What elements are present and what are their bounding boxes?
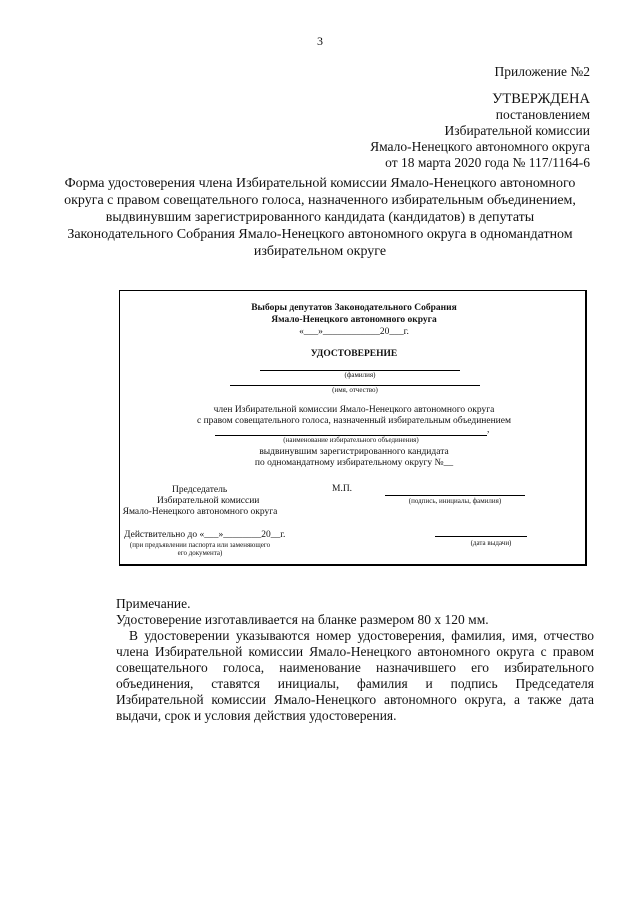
signature-line bbox=[385, 495, 525, 496]
approval-line: постановлением bbox=[495, 107, 590, 122]
approval-line: от 18 марта 2020 года № 117/1164-6 bbox=[385, 155, 590, 170]
nominated-line1: выдвинувшим зарегистрированного кандидата bbox=[259, 447, 449, 457]
valid-until: Действительно до «___»________20__г. bbox=[124, 530, 286, 540]
nominated-line2: по одномандатному избирательному округу №__ bbox=[254, 458, 454, 468]
hint-passport: (при предъявлении паспорта или заменяющего bbox=[129, 541, 271, 549]
card-header-line2: Ямало-Ненецкого автономного округа bbox=[271, 315, 437, 325]
hint-surname: (фамилия) bbox=[344, 371, 376, 379]
chair-line3: Ямало-Ненецкого автономного округа bbox=[122, 507, 278, 517]
association-comma: , bbox=[487, 425, 490, 435]
approval-title: УТВЕРЖДЕНА bbox=[492, 91, 590, 107]
hint-signature: (подпись, инициалы, фамилия) bbox=[408, 497, 502, 505]
appendix-label: Приложение №2 bbox=[494, 64, 590, 79]
note-paragraph: Удостоверение изготавливается на бланке размером 80 х 120 мм. bbox=[116, 612, 489, 627]
hint-name: (имя, отчество) bbox=[332, 386, 378, 394]
certificate-form bbox=[119, 290, 587, 566]
chair-line2: Избирательной комиссии bbox=[157, 496, 260, 506]
member-line1: член Избирательной комиссии Ямало-Ненецкого автономного округа bbox=[213, 405, 495, 415]
approval-line: Ямало-Ненецкого автономного округа bbox=[370, 139, 590, 154]
hint-passport: его документа) bbox=[177, 549, 223, 557]
hint-association: (наименование избирательного объединения) bbox=[283, 436, 419, 444]
stamp-label: М.П. bbox=[332, 484, 353, 494]
approval-block bbox=[370, 91, 590, 171]
approval-line: Избирательной комиссии bbox=[444, 123, 590, 138]
chair-line1: Председатель bbox=[172, 485, 228, 495]
issue-date-line bbox=[435, 536, 527, 537]
note-heading: Примечание. bbox=[116, 596, 191, 611]
note-paragraph: В удостоверении указываются номер удостоверения, фамилия, имя, отчество члена Избирательной комиссии Ямало-Ненецкого автономного округа с правом совещательного голоса, наименование назначившего его избирательного объединения, ставятся инициалы, фамилия и подпись Председателя Избирательной комиссии Ямало-Ненецкого автономного округа, а также дата выдачи, срок и условия действия удостоверения. bbox=[116, 628, 594, 723]
hint-issue-date: (дата выдачи) bbox=[470, 539, 512, 547]
card-title: УДОСТОВЕРЕНИЕ bbox=[310, 349, 398, 359]
card-header-line1: Выборы депутатов Законодательного Собрания bbox=[251, 303, 457, 313]
form-title: Форма удостоверения члена Избирательной комиссии Ямало-Ненецкого автономного округа с правом совещательного голоса, назначенного избирательным объединением, выдвинувшим зарегистрированного кандидата (кандидатов) в депутаты Законодательного Собрания Ямало-Ненецкого автономного округа в одномандатном избирательном округе bbox=[64, 176, 576, 259]
member-line2: с правом совещательного голоса, назначенный избирательным объединением bbox=[196, 416, 511, 426]
page-number: 3 bbox=[317, 34, 323, 48]
card-date-line: «___»____________20___г. bbox=[299, 327, 409, 337]
